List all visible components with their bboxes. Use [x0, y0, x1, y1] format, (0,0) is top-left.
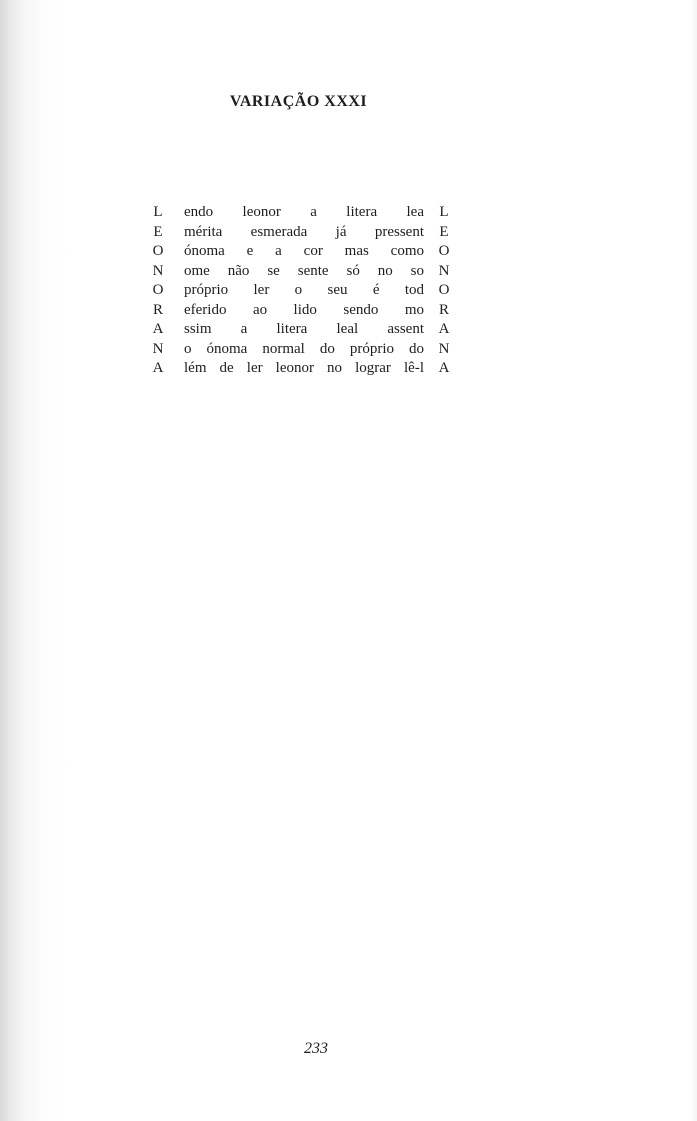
poem-line	[150, 203, 455, 223]
poem-line-text: ome não se sente só no so	[184, 262, 424, 279]
poem-line-text: ónoma e a cor mas como	[184, 243, 424, 259]
poem-line-text: mérita esmerada já pressent	[184, 223, 424, 240]
poem-line	[150, 242, 455, 262]
poem-line-text: lém de ler leonor no lograr lê-l	[184, 360, 424, 376]
poem-line-text: eferido ao lido sendo mo	[184, 301, 424, 318]
page-number: 233	[304, 1040, 328, 1057]
page-title: VARIAÇÃO XXXI	[229, 93, 368, 110]
poem-line	[150, 223, 455, 243]
acrostic-letter-right: R	[438, 301, 449, 318]
acrostic-letter-right: L	[439, 204, 449, 220]
poem-line	[150, 301, 455, 321]
acrostic-letter-right: N	[438, 340, 450, 357]
acrostic-letter-left: A	[152, 360, 164, 376]
acrostic-letter-right: A	[438, 360, 450, 376]
acrostic-letter-left: O	[152, 243, 164, 259]
acrostic-letter-right: A	[438, 321, 450, 337]
acrostic-letter-left: R	[152, 301, 163, 318]
poem-line	[150, 359, 455, 379]
poem-line-text: próprio ler o seu é tod	[184, 282, 424, 298]
poem-line-text: endo leonor a litera lea	[184, 204, 424, 220]
acrostic-letter-left: O	[152, 282, 164, 298]
poem-line	[150, 340, 455, 360]
acrostic-letter-left: N	[152, 262, 164, 279]
acrostic-letter-left: E	[153, 223, 163, 240]
acrostic-letter-right: N	[438, 262, 450, 279]
acrostic-poem	[150, 203, 455, 379]
acrostic-letter-right: O	[438, 282, 450, 298]
poem-line	[150, 320, 455, 340]
poem-line-text: ssim a litera leal assent	[184, 321, 424, 337]
acrostic-letter-left: L	[153, 204, 163, 220]
acrostic-letter-left: A	[152, 321, 164, 337]
acrostic-letter-right: O	[438, 243, 450, 259]
acrostic-letter-left: N	[152, 340, 164, 357]
poem-line-text: o ónoma normal do próprio do	[184, 340, 424, 357]
acrostic-letter-right: E	[439, 223, 449, 240]
poem-line	[150, 262, 455, 282]
poem-line	[150, 281, 455, 301]
